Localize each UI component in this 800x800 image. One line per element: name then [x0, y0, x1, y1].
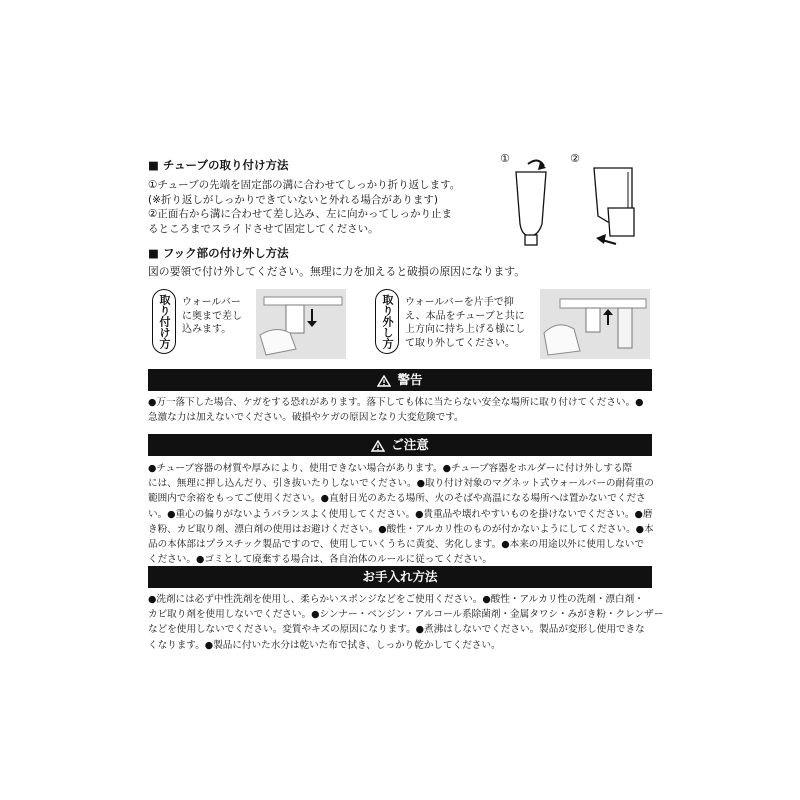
care-line: などを使用しないでください。変質やキズの原因になります。●煮沸はしないでください。製品が変形し使用できな: [148, 624, 645, 636]
remove-line: て取り外してください。: [405, 337, 515, 349]
tube-diagram: [498, 152, 658, 252]
hook-intro: 図の要領で付け外してください。無理に力を加えると破損の原因になります。: [148, 265, 526, 278]
warning-triangle-icon: [377, 375, 391, 387]
caution-line: い。●重心の偏りがないようバランスよく使用してください。●貴重品や壊れやすいものを掛けないでください。●磨: [148, 508, 653, 520]
attach-photo: [256, 289, 346, 359]
care-line: カビ取り剤を使用しないでください。●シンナー・ベンジン・アルコール系除菌剤・金属タワシ・みがき粉・クレンザー: [148, 609, 664, 621]
caution-text: [148, 461, 652, 567]
care-text: [148, 592, 664, 653]
attach-line: 込みます。: [182, 324, 232, 335]
remove-text: [405, 296, 525, 350]
tube-illustration: [498, 152, 658, 252]
step-label: ②: [570, 152, 580, 165]
remove-photo: [540, 289, 650, 359]
attach-line: に奥まで差し: [182, 310, 242, 322]
caution-line: 範囲内で余裕をもってご使用ください。●直射日光のあたる場所、火のそばや高温になる場所へは置かないでくださ: [148, 493, 646, 505]
remove-badge: 取り外し方: [375, 289, 399, 354]
hook-heading: ■ フック部の付け外し方法: [148, 246, 289, 260]
warning-triangle-icon: [371, 440, 385, 452]
attach-badge: 取り付け方: [152, 289, 176, 354]
warning-line: 急激な力は加えないでください。破損やケガの原因となり大変危険です。: [148, 412, 464, 424]
tube-line: ①チューブの先端を固定部の溝に合わせてしっかり折り返します。: [148, 179, 461, 191]
care-title: お手入れ方法: [362, 569, 438, 584]
tube-line: ②正面右から溝に合わせて差し込み、左に向かってしっかり止ま: [148, 208, 453, 220]
caution-bar: [148, 434, 652, 456]
caution-line: には、無理に押し込んだり、引き抜いたりしないでください。●取り付け対象のマグネット式ウォールバーの耐荷重の: [148, 478, 654, 490]
warning-text: [148, 395, 652, 425]
warning-line: ●万一落下した場合、ケガをする恐れがあります。落下しても体に当たらない安全な場所に取り付けてください。●: [148, 397, 644, 408]
tube-heading: ■ チューブの取り付け方法: [148, 158, 289, 172]
caution-title: ご注意: [391, 437, 429, 452]
attach-text: [182, 296, 242, 337]
attach-line: ウォールバー: [182, 297, 241, 308]
tube-instructions: [148, 178, 460, 236]
caution-line: 品の本体部はプラスチック製品ですので、使用していくうちに黄変、劣化します。●本来の用途以外に使用しないで: [148, 539, 644, 551]
tube-line: (※折り返しがしっかりできていないと外れる場合があります): [148, 193, 438, 206]
remove-line: え、本品をチューブと共に: [405, 310, 525, 322]
caution-line: き粉、カビ取り剤、漂白剤の使用はお避けください。●酸性・アルカリ性のものが付かないようにしてください。●本: [148, 523, 654, 535]
step-label: ①: [500, 152, 510, 165]
tube-line: るところまでスライドさせて固定してください。: [148, 222, 379, 235]
remove-line: ウォールバーを片手で抑: [405, 297, 514, 308]
warning-title: 警告: [397, 372, 423, 387]
care-bar: [148, 566, 652, 588]
caution-line: ください。●ゴミとして廃棄する場合は、各自治体のルールに従ってください。: [148, 554, 492, 566]
care-line: くなります。●製品に付いた水分は乾いた布で拭き、しっかり乾かしてください。: [148, 639, 501, 651]
caution-line: ●チューブ容器の材質や厚みにより、使用できない場合があります。●チューブ容器をホルダーに付け外しする際: [148, 463, 633, 474]
warning-bar: [148, 369, 652, 391]
care-line: ●洗剤には必ず中性洗剤を使用し、柔らかいスポンジなどをご使用ください。●酸性・アルカリ性の洗剤・漂白剤・: [148, 594, 644, 605]
remove-line: 上方向に持ち上げる様にし: [405, 324, 525, 335]
